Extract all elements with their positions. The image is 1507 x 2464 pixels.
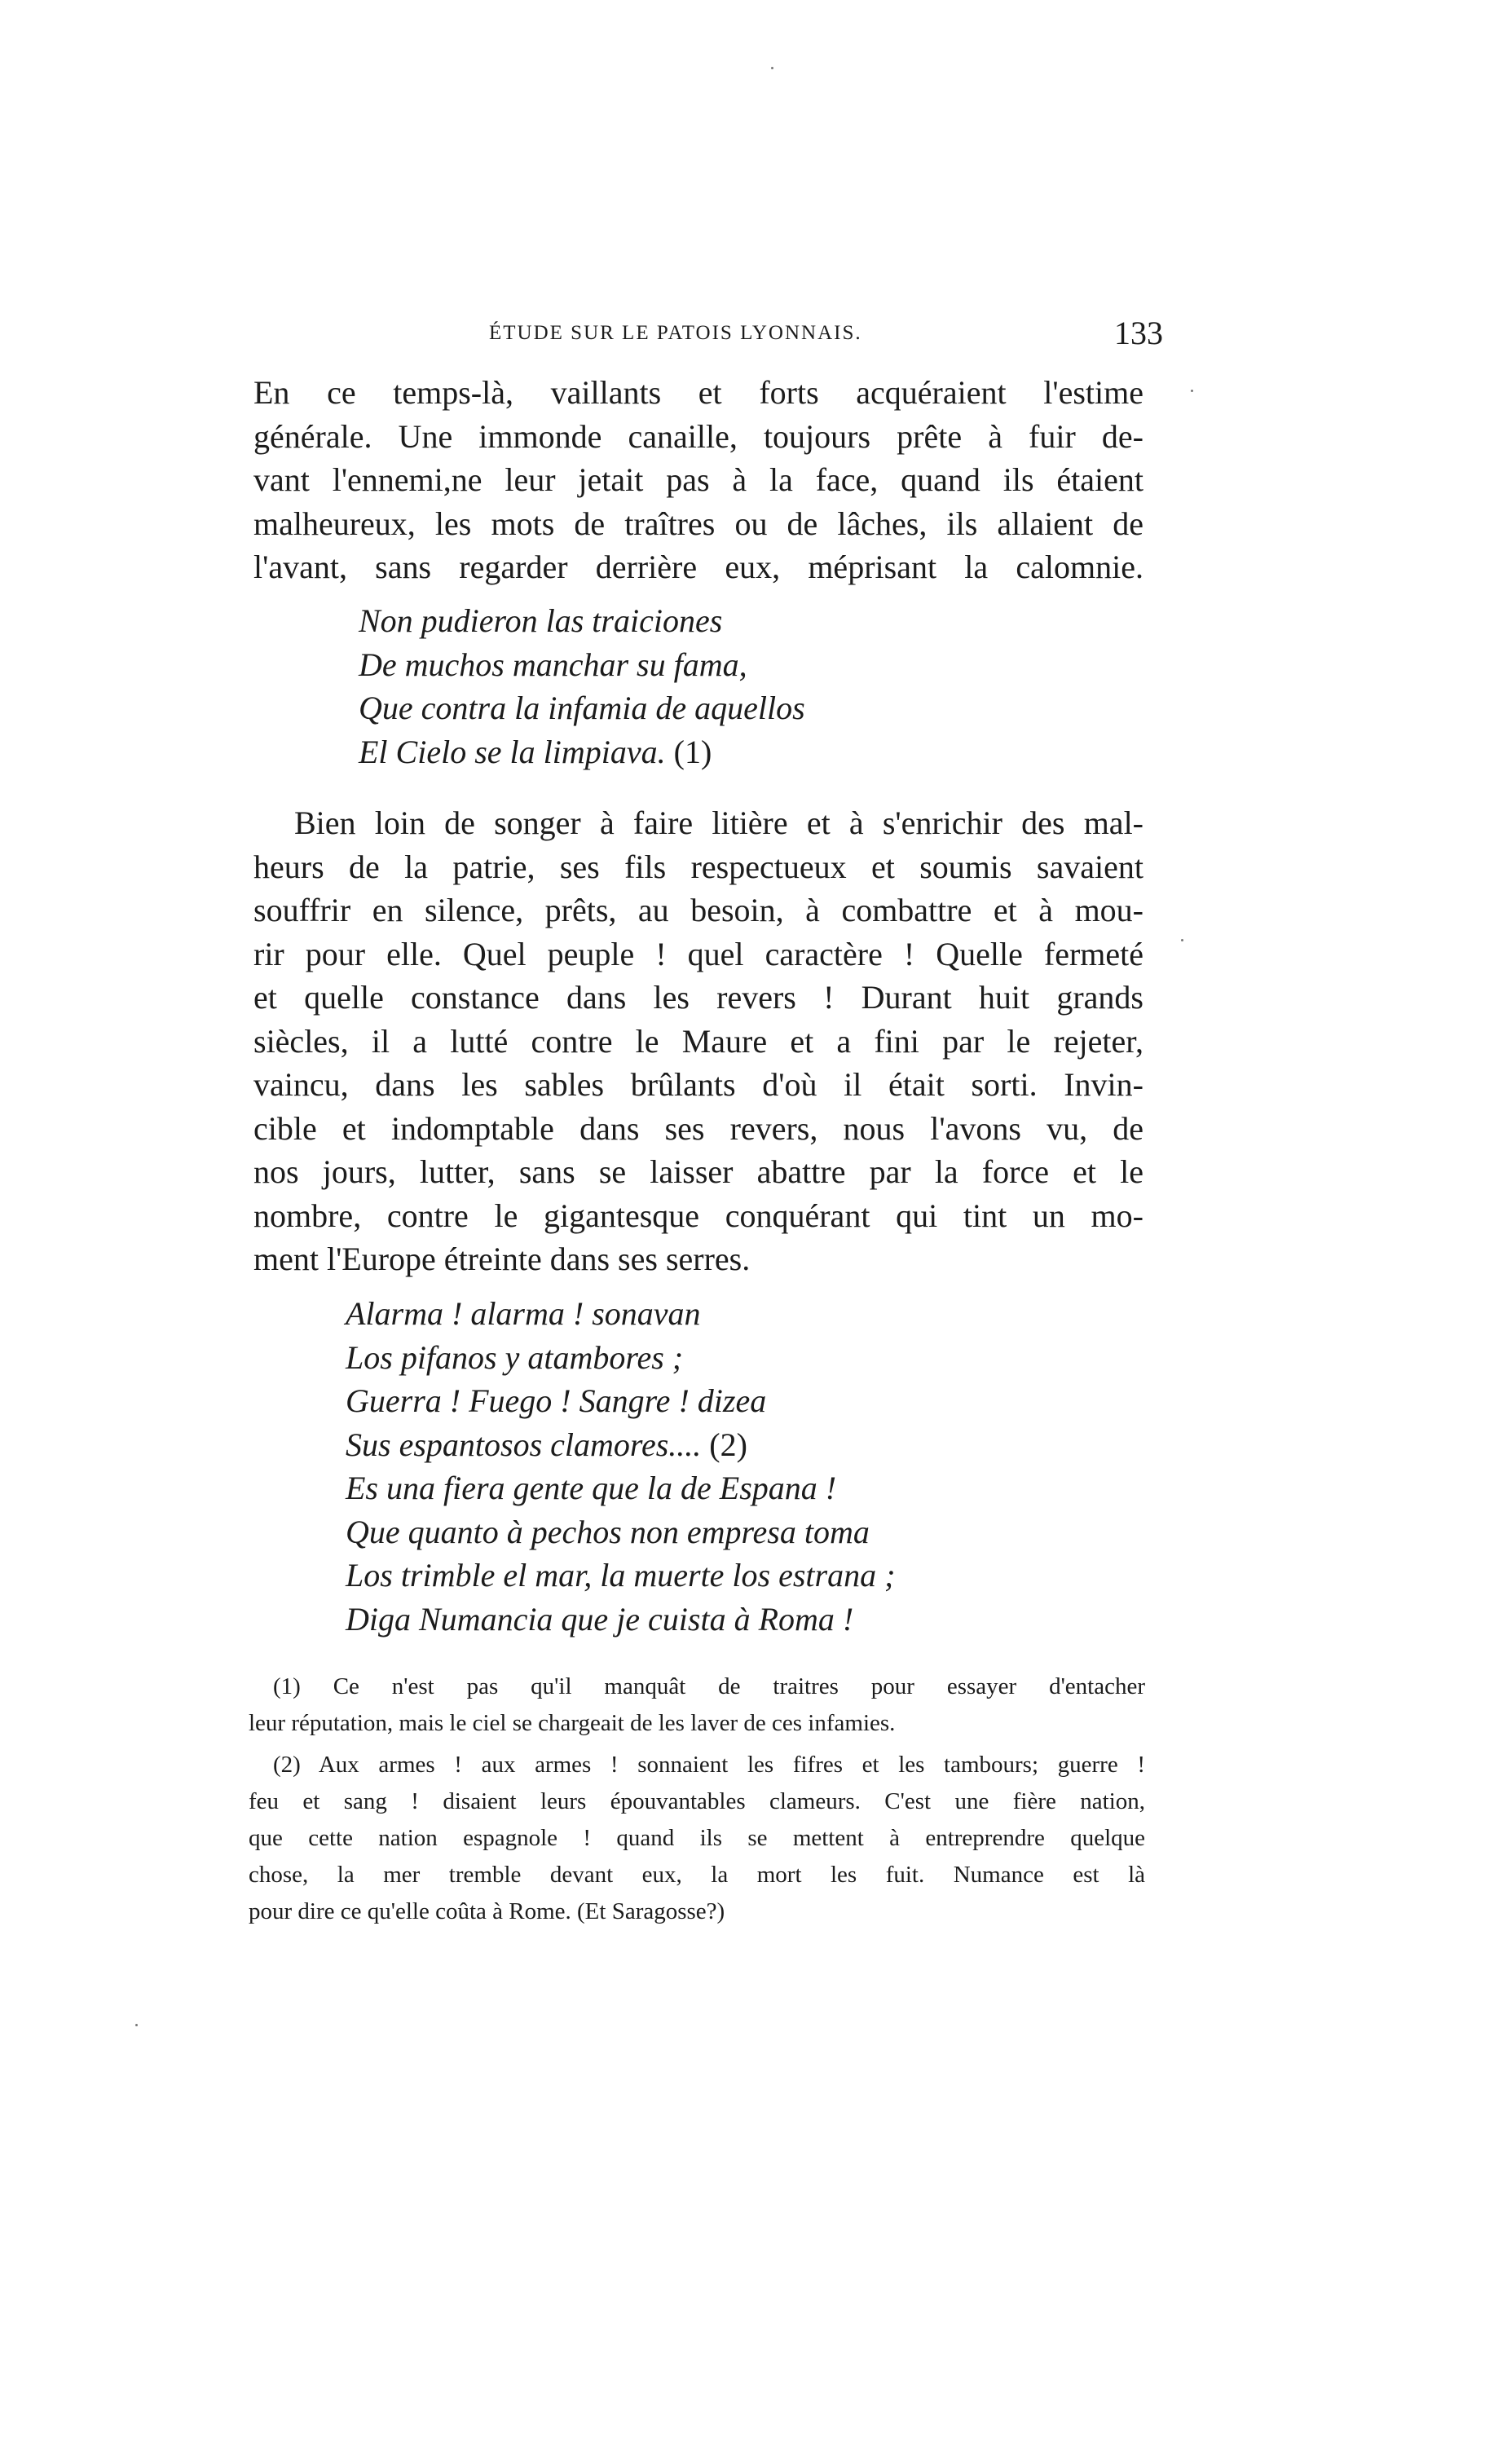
verse-line-text: Sus espantosos clamores.... — [346, 1426, 702, 1463]
footnote-line: leur réputation, mais le ciel se chargeait de les laver de ces infamies. — [249, 1710, 896, 1736]
paragraph-1 — [253, 371, 1143, 589]
verse-line — [359, 730, 805, 774]
text-line: Bien loin de songer à faire litière et à s'enrichir des mal- — [294, 804, 1143, 841]
verse-line: Que contra la infamia de aquellos — [359, 690, 805, 726]
footnote-line: pour dire ce qu'elle coûta à Rome. (Et Saragosse?) — [249, 1898, 725, 1924]
text-line: l'avant, sans regarder derrière eux, méprisant la calomnie. — [253, 549, 1143, 585]
text-line: cible et indomptable dans ses revers, nous l'avons vu, de — [253, 1109, 1143, 1147]
footnote-ref-1: (1) — [673, 733, 712, 770]
verse-line: Guerra ! Fuego ! Sangre ! dizea — [346, 1382, 767, 1419]
verse-line: De muchos manchar su fama, — [359, 646, 747, 683]
text-line: ment l'Europe étreinte dans ses serres. — [253, 1241, 751, 1277]
footnotes — [249, 1668, 1145, 1930]
text-line: nombre, contre le gigantesque conquérant qui tint un mo- — [253, 1197, 1143, 1234]
text-line: rir pour elle. Quel peuple ! quel caractère ! Quelle fermeté — [253, 935, 1143, 972]
footnote-line: (1) Ce n'est pas qu'il manquât de traitres pour essayer d'entacher — [273, 1673, 1145, 1699]
paragraph-2 — [253, 801, 1143, 1281]
text-line: vaincu, dans les sables brûlants d'où il était sorti. Invin- — [253, 1066, 1143, 1103]
verse-line: Alarma ! alarma ! sonavan — [346, 1295, 701, 1332]
verse-2 — [346, 1292, 895, 1641]
footnote-ref-2: (2) — [709, 1426, 747, 1463]
text-line: nos jours, lutter, sans se laisser abattre par la force et le — [253, 1153, 1143, 1190]
footnote-line: que cette nation espagnole ! quand ils se mettent à entreprendre quelque — [249, 1825, 1145, 1851]
page-number: 133 — [1114, 315, 1163, 351]
verse-line: Los trimble el mar, la muerte los estrana ; — [346, 1557, 896, 1593]
verse-line-text: El Cielo se la limpiava. — [359, 733, 666, 770]
verse-line: Non pudieron las traiciones — [359, 602, 723, 639]
text-line: vant l'ennemi,ne leur jetait pas à la face, quand ils étaient — [253, 461, 1143, 498]
text-line: malheureux, les mots de traîtres ou de lâches, ils allaient de — [253, 505, 1143, 542]
scan-speck — [771, 67, 773, 69]
verse-1 — [359, 599, 805, 774]
footnote-line: (2) Aux armes ! aux armes ! sonnaient les fifres et les tambours; guerre ! — [273, 1752, 1145, 1778]
running-head: ÉTUDE SUR LE PATOIS LYONNAIS. — [489, 322, 862, 344]
text-line: En ce temps-là, vaillants et forts acquéraient l'estime — [253, 374, 1143, 411]
scan-speck — [135, 2024, 138, 2026]
scan-speck — [1181, 939, 1183, 941]
verse-line: Diga Numancia que je cuista à Roma ! — [346, 1600, 854, 1638]
verse-line: Que quanto à pechos non empresa toma — [346, 1513, 870, 1550]
verse-line: Los pifanos y atambores ; — [346, 1338, 684, 1376]
text-line: et quelle constance dans les revers ! Durant huit grands — [253, 979, 1143, 1016]
text-line: souffrir en silence, prêts, au besoin, à combattre et à mou- — [253, 892, 1143, 928]
verse-line — [346, 1423, 895, 1467]
text-line: générale. Une immonde canaille, toujours prête à fuir de- — [253, 417, 1143, 455]
footnote-line: chose, la mer tremble devant eux, la mort les fuit. Numance est là — [249, 1862, 1145, 1888]
verse-line: Es una fiera gente que la de Espana ! — [346, 1470, 837, 1506]
text-line: siècles, il a lutté contre le Maure et a fini par le rejeter, — [253, 1022, 1143, 1060]
footnote-line: feu et sang ! disaient leurs épouvantables clameurs. C'est une fière nation, — [249, 1788, 1145, 1814]
text-line: heurs de la patrie, ses fils respectueux et soumis savaient — [253, 848, 1143, 885]
scan-speck — [1191, 390, 1193, 392]
